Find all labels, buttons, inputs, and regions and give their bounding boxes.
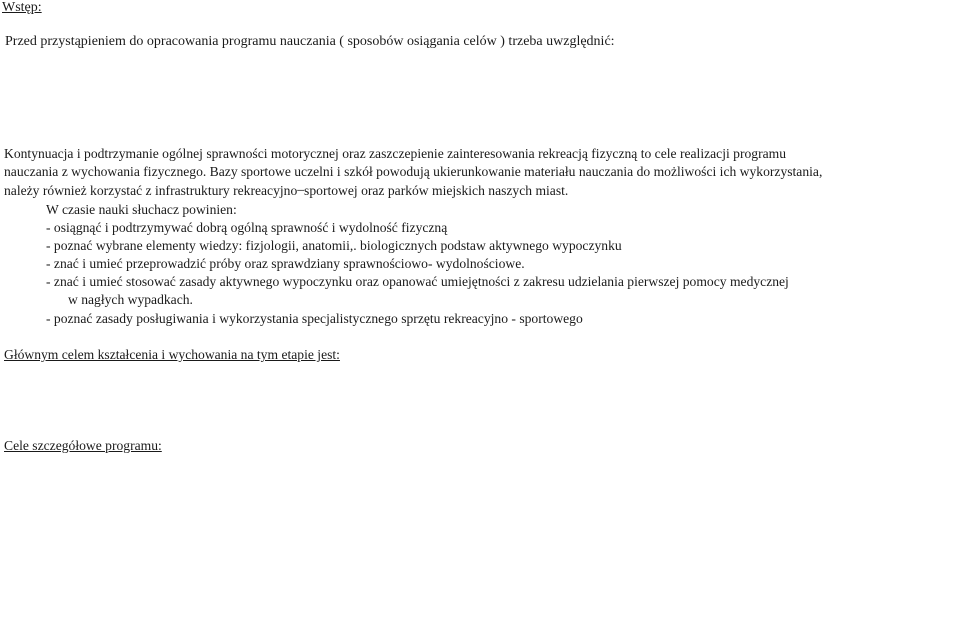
student-item: - poznać wybrane elementy wiedzy: fizjologii, anatomii,. biologicznych podstaw aktywnego wypoczynku (46, 238, 622, 253)
student-item: - znać i umieć przeprowadzić próby oraz sprawdziany sprawnościowo- wydolnościowe. (46, 256, 525, 271)
main-goal-heading: Głównym celem kształcenia i wychowania na tym etapie jest: (4, 347, 340, 362)
intro-paragraph-line: Kontynuacja i podtrzymanie ogólnej sprawności motorycznej oraz zaszczepienie zainteresowania rekreacją fizyczną to cele realizacji programu (4, 146, 787, 161)
intro-paragraph-line: nauczania z wychowania fizycznego. Bazy sportowe uczelni i szkół powodują ukierunkowanie materiału nauczania do możliwości ich wykorzystania, (4, 164, 823, 179)
intro-paragraph-line: należy również korzystać z infrastruktury rekreacyjno ̶ sportowej oraz parków miejskich naszych miast. (4, 183, 569, 198)
page-title: Wstęp: (2, 0, 42, 15)
intro-lead: Przed przystąpieniem do opracowania programu nauczania ( sposobów osiągania celów ) trzeba uwzględnić: (5, 34, 615, 49)
student-item: - poznać zasady posługiwania i wykorzystania specjalistycznego sprzętu rekreacyjno - sportowego (46, 311, 583, 326)
student-lead: W czasie nauki słuchacz powinien: (46, 202, 237, 217)
student-item: - znać i umieć stosować zasady aktywnego wypoczynku oraz opanować umiejętności z zakresu udzielania pierwszej pomocy medycznej (46, 274, 789, 289)
detailed-goals-heading: Cele szczegółowe programu: (4, 438, 162, 453)
student-item: - osiągnąć i podtrzymywać dobrą ogólną sprawność i wydolność fizyczną (46, 220, 448, 235)
student-item-continuation: w nagłych wypadkach. (68, 292, 193, 307)
